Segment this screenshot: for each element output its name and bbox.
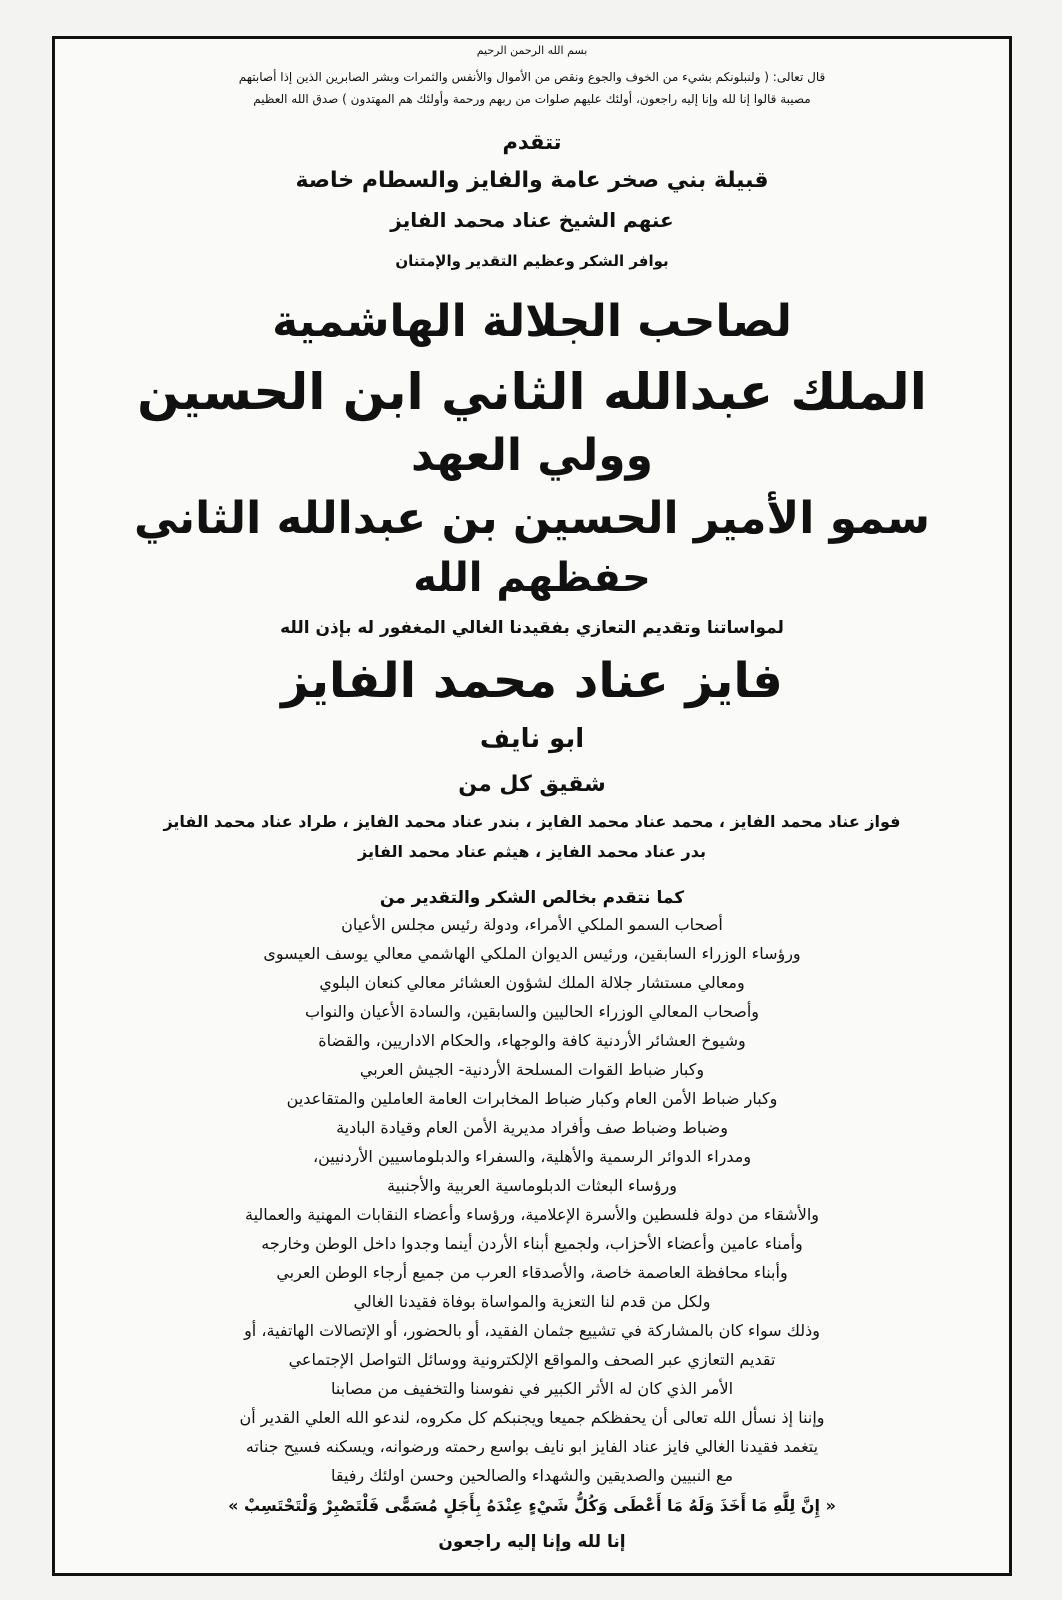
tribe-heading: قبيلة بني صخر عامة والفايز والسطام خاصة [295,168,769,193]
deceased-kunya: ابو نايف [479,724,585,754]
king-name: الملك عبدالله الثاني ابن الحسين [137,363,927,421]
brothers-line-1: فواز عناد محمد الفايز ، محمد عناد محمد الفايز ، بندر عناد محمد الفايز ، طراد عناد محمد الفايز [163,812,901,831]
presents-heading: تتقدم [502,130,562,154]
body-line: ومعالي مستشار جلالة الملك لشؤون العشائر معالي كنعان البلوي [319,973,745,992]
body-line: مع النبيين والصديقين والشهداء والصالحين وحسن اولئك رفيقا [330,1466,734,1485]
body-line: وضباط وضباط صف وأفراد مديرية الأمن العام وقيادة البادية [336,1118,728,1137]
body-line: الأمر الذي كان له الأثر الكبير في نفوسنا والتخفيف من مصابنا [330,1379,734,1398]
body-line: ولكل من قدم لنا التعزية والمواساة بوفاة فقيدنا الغالي [353,1292,711,1311]
body-line: وذلك سواء كان بالمشاركة في تشييع جثمان الفقيد، أو بالحضور، أو الإتصالات الهاتفية، أو [244,1321,820,1340]
brothers-line-2: بدر عناد محمد الفايز ، هيثم عناد محمد الفايز [358,842,706,861]
condolence-notice [52,36,1012,1576]
prince-name: سمو الأمير الحسين بن عبدالله الثاني [134,493,930,544]
body-line: ورؤساء البعثات الدبلوماسية العربية والأجنبية [387,1176,677,1195]
body-line: وكبار ضباط الأمن العام وكبار ضباط المخابرات العامة العاملين والمتقاعدين [286,1089,778,1108]
final-line: إنا لله وإنا إليه راجعون [438,1532,626,1552]
closing-verse: « إِنَّ لِلَّهِ مَا أَخَذَ وَلَهُ مَا أَعْطَى وَكُلُّ شَيْءٍ عِنْدَهُ بِأَجَلٍ مُسَمًّى فَلْتَصْبِرْ وَلْتَحْتَسِبْ » [228,1496,836,1515]
body-line: وأبناء محافظة العاصمة خاصة، والأصدقاء العرب من جميع أرجاء الوطن العربي [276,1263,788,1282]
body-line: وأصحاب المعالي الوزراء الحاليين والسابقين، والسادة الأعيان والنواب [304,1002,760,1021]
crown-prince-title: وولي العهد [411,430,653,481]
body-line: والأشقاء من دولة فلسطين والأسرة الإعلامية، ورؤساء وأعضاء النقابات المهنية والعمالية [244,1205,819,1224]
deceased-name: فايز عناد محمد الفايز [281,653,783,709]
condolence-line: لمواساتنا وتقديم التعازي بفقيدنا الغالي المغفور له بإذن الله [280,618,784,638]
body-line: ومدراء الدوائر الرسمية والأهلية، والسفراء والدبلوماسيين الأردنيين، [312,1147,752,1166]
body-line: وإننا إذ نسأل الله تعالى أن يحفظكم جميعا ويجنبكم كل مكروه، لندعو الله العلي القدير أن [239,1408,825,1427]
body-line: وأمناء عامين وأعضاء الأحزاب، ولجميع أبناء الأردن أينما وجدوا داخل الوطن وخارجه [261,1234,803,1253]
body-line: تقديم التعازي عبر الصحف والمواقع الإلكترونية ووسائل التواصل الإجتماعي [288,1350,776,1369]
verse-line-1: قال تعالى: ( ولنبلونكم بشيء من الخوف والجوع ونقص من الأموال والأنفس والثمرات وبشر الصابرين الذين إذا أصابتهم [238,70,826,84]
body-line: أصحاب السمو الملكي الأمراء، ودولة رئيس مجلس الأعيان [341,915,723,934]
verse-line-2: مصيبة قالوا إنا لله وإنا إليه راجعون، أولئك عليهم صلوات من ربهم ورحمة وأولئك هم المهتدون ) صدق الله العظيم [253,92,811,106]
brother-of: شقيق كل من [458,772,606,797]
body-line: وشيوخ العشائر الأردنية كافة والوجهاء، والحكام الاداريين، والقضاة [318,1031,746,1050]
on-behalf-line: عنهم الشيخ عناد محمد الفايز [390,208,674,232]
blessing: حفظهم الله [413,555,651,601]
basmala: بسم الله الرحمن الرحيم [476,44,588,57]
body-line: وكبار ضباط القوات المسلحة الأردنية- الجيش العربي [359,1060,705,1079]
also-thanks: كما نتقدم بخالص الشكر والتقدير من [379,888,685,908]
body-line: ورؤساء الوزراء السابقين، ورئيس الديوان الملكي الهاشمي معالي يوسف العيسوى [263,944,801,963]
body-line: يتغمد فقيدنا الغالي فايز عناد الفايز ابو نايف بواسع رحمته ورضوانه، ويسكنه فسيح جناته [245,1437,819,1456]
thanks-intro: بوافر الشكر وعظيم التقدير والإمتنان [395,252,669,270]
majesty-title: لصاحب الجلالة الهاشمية [272,296,792,347]
